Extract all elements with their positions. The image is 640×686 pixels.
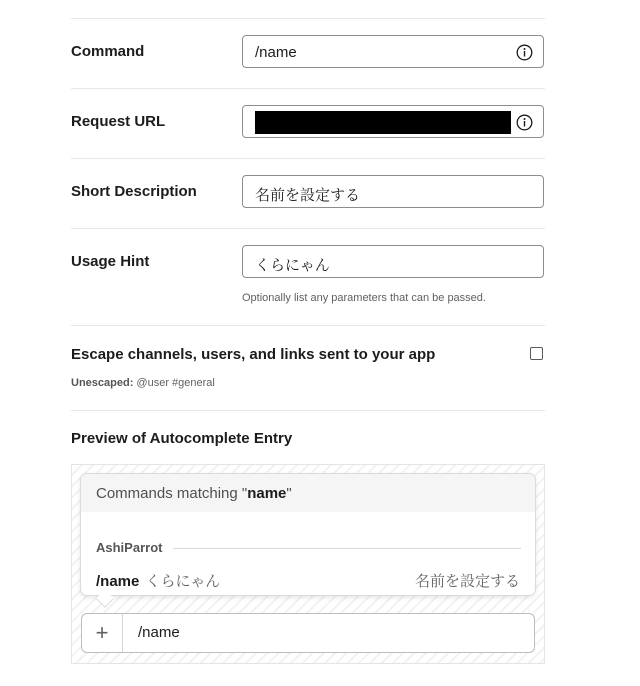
escape-label: Escape channels, users, and links sent to your app bbox=[71, 346, 436, 363]
unescaped-example bbox=[71, 377, 215, 389]
divider bbox=[71, 18, 545, 19]
command-label: Command bbox=[71, 43, 145, 60]
group-divider bbox=[173, 548, 521, 549]
short-description-input[interactable] bbox=[242, 175, 544, 208]
divider bbox=[71, 158, 545, 159]
header-prefix: Commands matching " bbox=[96, 485, 248, 502]
autocomplete-description: 名前を設定する bbox=[414, 573, 520, 590]
request-url-label: Request URL bbox=[71, 113, 166, 130]
composer-text: /name bbox=[138, 624, 180, 641]
plus-icon[interactable]: + bbox=[82, 614, 123, 652]
divider bbox=[71, 325, 545, 326]
message-composer[interactable] bbox=[81, 613, 535, 653]
command-value: /name bbox=[255, 44, 297, 61]
short-description-value: 名前を設定する bbox=[255, 187, 361, 204]
unescaped-value: @user #general bbox=[133, 377, 215, 389]
autocomplete-hint: くらにゃん bbox=[145, 573, 221, 590]
preview-frame bbox=[71, 464, 545, 664]
header-term: name bbox=[247, 485, 287, 502]
app-name: AshiParrot bbox=[96, 540, 163, 555]
usage-hint-input[interactable] bbox=[242, 245, 544, 278]
unescaped-label: Unescaped: bbox=[71, 377, 134, 389]
usage-hint-help: Optionally list any parameters that can be passed. bbox=[242, 292, 486, 304]
short-description-label: Short Description bbox=[71, 183, 197, 200]
divider bbox=[71, 228, 545, 229]
escape-checkbox[interactable] bbox=[530, 347, 543, 360]
autocomplete-header bbox=[81, 474, 535, 512]
info-icon[interactable] bbox=[516, 44, 533, 61]
divider bbox=[71, 410, 545, 411]
usage-hint-value: くらにゃん bbox=[255, 257, 330, 274]
request-url-input[interactable] bbox=[242, 105, 544, 138]
autocomplete-popup bbox=[81, 474, 535, 595]
divider bbox=[71, 88, 545, 89]
redacted-url bbox=[255, 111, 511, 134]
autocomplete-command: /name bbox=[96, 573, 140, 590]
header-suffix: " bbox=[286, 485, 292, 502]
info-icon[interactable] bbox=[516, 114, 533, 131]
usage-hint-label: Usage Hint bbox=[71, 253, 150, 270]
autocomplete-item[interactable] bbox=[96, 570, 220, 591]
preview-title: Preview of Autocomplete Entry bbox=[71, 430, 293, 447]
command-input[interactable] bbox=[242, 35, 544, 68]
